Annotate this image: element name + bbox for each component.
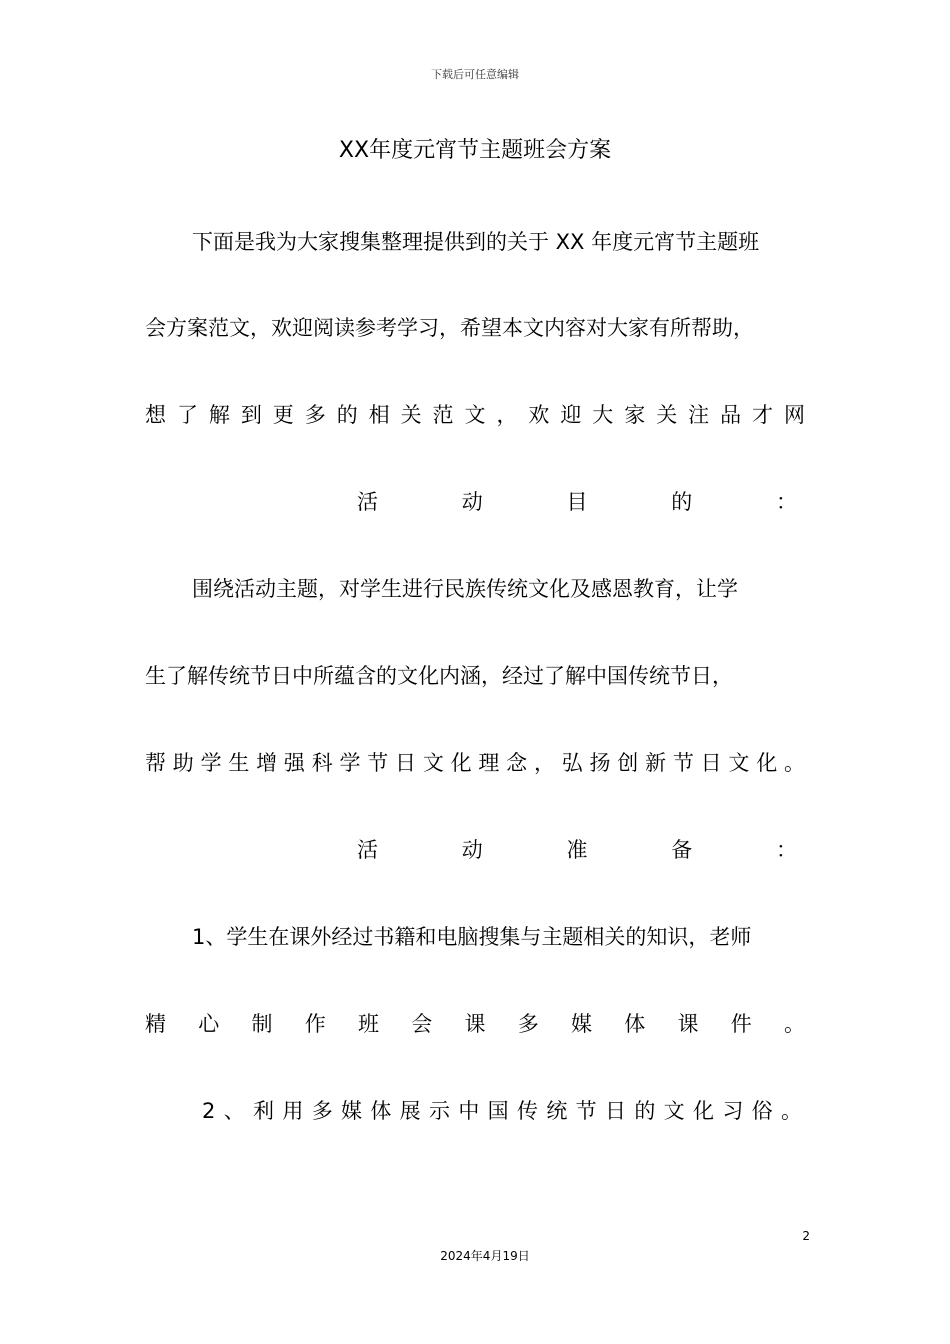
paragraph-line: 会方案范文，欢迎阅读参考学习，希望本文内容对大家有所帮助， <box>145 316 754 340</box>
paragraph-line: 生了解传统节日中所蕴含的文化内涵，经过了解中国传统节日， <box>145 664 733 688</box>
heading-char: 目 <box>566 490 588 514</box>
heading-char: 动 <box>461 838 483 862</box>
footer-date: 2024年4月19日 <box>440 1249 530 1263</box>
paragraph-line: 下面是我为大家搜集整理提供到的关于 XX 年度元宵节主题班 <box>192 230 760 254</box>
paragraph-line: 2、利用多媒体展示中国传统节日的文化习俗。 <box>202 1099 802 1123</box>
heading-char: 的 <box>671 490 693 514</box>
paragraph-line: 围绕活动主题，对学生进行民族传统文化及感恩教育，让学 <box>192 577 738 601</box>
heading-char: ： <box>776 490 797 514</box>
heading-char: 活 <box>357 838 378 862</box>
heading-char: 备 <box>671 838 693 862</box>
document-title: XX年度元宵节主题班会方案 <box>338 138 612 163</box>
paragraph-line: 精心制作班会课多媒体课件。 <box>145 1012 805 1036</box>
section-heading-purpose <box>357 487 797 517</box>
paragraph-line: 1、学生在课外经过书籍和电脑搜集与主题相关的知识，老师 <box>192 925 752 949</box>
heading-char: 动 <box>461 490 483 514</box>
heading-char: 准 <box>566 838 588 862</box>
paragraph-line: 帮助学生增强科学节日文化理念，弘扬创新节日文化。 <box>145 751 805 775</box>
paragraph-line: 想了解到更多的相关范文，欢迎大家关注品才网 <box>145 403 805 427</box>
page-number: 2 <box>802 1229 810 1243</box>
heading-char: 活 <box>357 490 378 514</box>
section-heading-preparation <box>357 835 797 865</box>
heading-char: ： <box>776 838 797 862</box>
header-note: 下载后可任意编辑 <box>431 68 519 81</box>
